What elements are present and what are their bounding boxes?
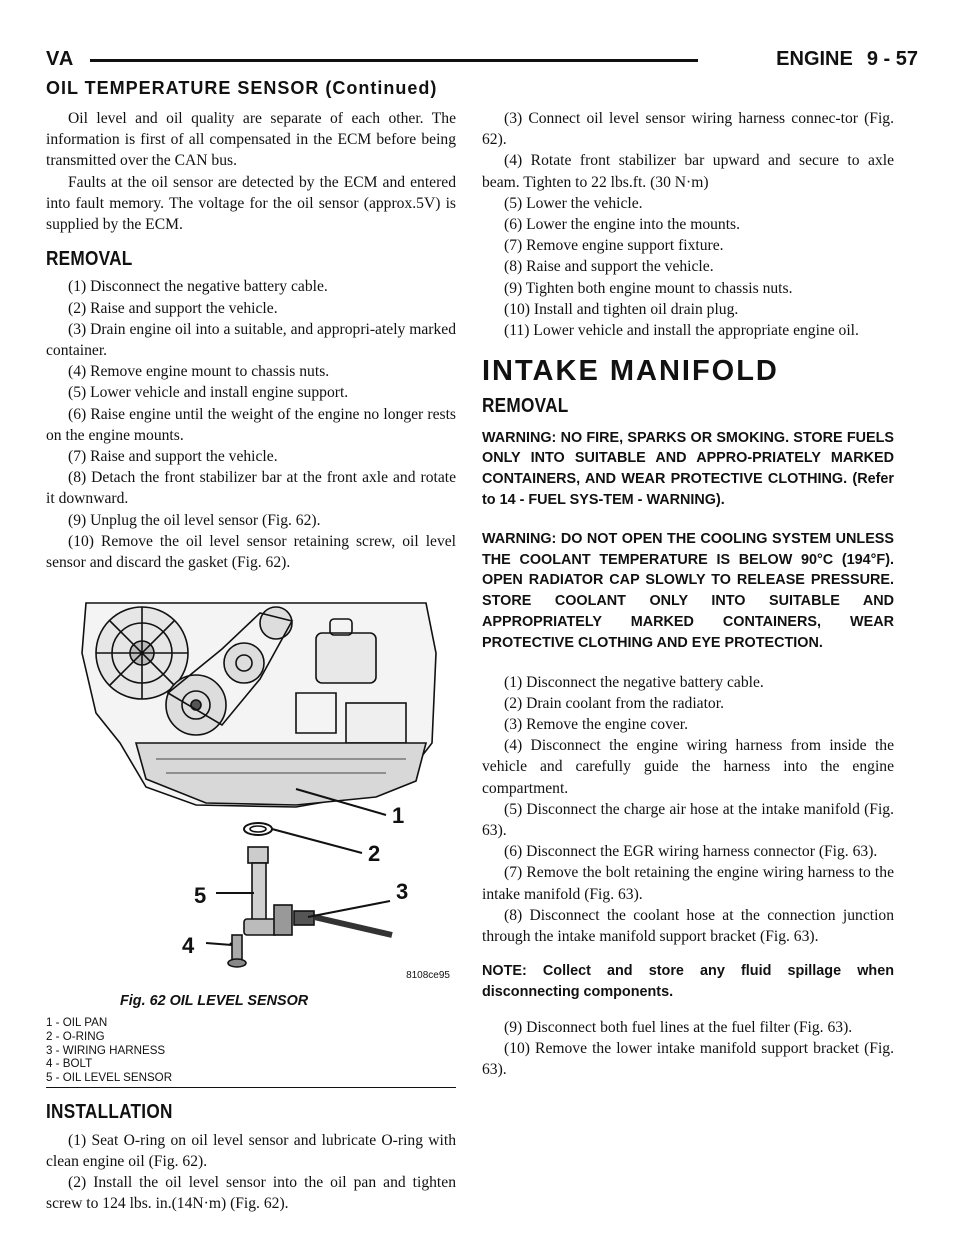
vehicle-code: VA [46, 48, 75, 70]
continued-title: OIL TEMPERATURE SENSOR (Continued) [46, 78, 438, 98]
engine-illustration [46, 593, 456, 985]
spillage-note: NOTE: Collect and store any fluid spillage when disconnecting components. [482, 963, 894, 1001]
figure-code: 8108ce95 [406, 970, 450, 982]
legend-item: 4 - BOLT [46, 1057, 93, 1071]
removal-step: (4) Remove engine mount to chassis nuts. [68, 363, 330, 381]
removal-step: (8) Detach the front stabilizer bar at the front axle and rotate it downward. [46, 469, 456, 508]
callout-4: 4 [182, 933, 195, 959]
left-column [46, 108, 456, 1214]
legend-item: 1 - OIL PAN [46, 1016, 108, 1030]
header-rule [90, 59, 698, 62]
coolant-warning: WARNING: DO NOT OPEN THE COOLING SYSTEM UNLESS THE COOLANT TEMPERATURE IS BELOW 90°C (194°F). OPEN RADIATOR CAP SLOWLY TO RELEASE PRESSURE. STORE COOLANT ONLY INTO SUITABLE AND APPROPRIATELY MARKED CONTAINERS, WEAR PROTECTIVE CLOTHING AND EYE PROTECTION. [482, 530, 894, 651]
removal-step: (6) Disconnect the EGR wiring harness connector (Fig. 63). [504, 843, 878, 861]
oil-level-sensor-figure [46, 593, 456, 985]
legend-rule [46, 1087, 456, 1088]
legend-item: 5 - OIL LEVEL SENSOR [46, 1070, 173, 1084]
installation-heading: INSTALLATION [46, 1101, 173, 1124]
legend-item: 2 - O-RING [46, 1030, 105, 1044]
installation-step: (5) Lower the vehicle. [504, 194, 643, 212]
installation-step: (10) Install and tighten oil drain plug. [504, 300, 739, 318]
removal-heading: REMOVAL [482, 395, 569, 418]
installation-step: (8) Raise and support the vehicle. [504, 258, 714, 276]
removal-step: (2) Raise and support the vehicle. [68, 299, 278, 317]
removal-step: (10) Remove the oil level sensor retaining screw, oil level sensor and discard the gasket (Fig. 62). [46, 532, 456, 572]
installation-step: (6) Lower the engine into the mounts. [504, 216, 741, 234]
callout-3: 3 [396, 879, 409, 905]
installation-step: (7) Remove engine support fixture. [504, 237, 724, 255]
installation-step: (11) Lower vehicle and install the appropriate engine oil. [504, 322, 859, 340]
removal-step: (7) Raise and support the vehicle. [68, 448, 278, 466]
removal-step: (5) Lower vehicle and install engine support. [68, 384, 349, 402]
intro-paragraph: Oil level and oil quality are separate of each other. The information is first of all compensated in the ECM before being transmitted over the CAN bus. [46, 110, 456, 170]
installation-step: (9) Tighten both engine mount to chassis nuts. [504, 279, 793, 297]
removal-step: (3) Drain engine oil into a suitable, and appropri-ately marked container. [46, 320, 456, 360]
removal-step: (9) Disconnect both fuel lines at the fuel filter (Fig. 63). [504, 1018, 853, 1036]
callout-2: 2 [368, 841, 381, 867]
removal-step: (5) Disconnect the charge air hose at the intake manifold (Fig. 63). [482, 800, 894, 840]
intro-paragraph: Faults at the oil sensor are detected by the ECM and entered into fault memory. The voltage for the oil sensor (approx.5V) is supplied by the ECM. [46, 173, 456, 234]
removal-step: (10) Remove the lower intake manifold support bracket (Fig. 63). [482, 1040, 894, 1079]
page-number: 9 - 57 [866, 48, 918, 70]
fuel-warning: WARNING: NO FIRE, SPARKS OR SMOKING. STORE FUELS ONLY INTO SUITABLE AND APPRO-PRIATELY MARKED CONTAINERS, AND WEAR PROTECTIVE CLOTHING. (Refer to 14 - FUEL SYS-TEM - WARNING). [482, 429, 894, 509]
callout-1: 1 [392, 803, 405, 829]
removal-step: (6) Raise engine until the weight of the engine no longer rests on the engine mounts. [46, 405, 456, 444]
removal-heading: REMOVAL [46, 248, 133, 271]
figure-legend [46, 1016, 456, 1084]
removal-step: (7) Remove the bolt retaining the engine wiring harness to the intake manifold (Fig. 63). [482, 864, 894, 903]
legend-item: 3 - WIRING HARNESS [46, 1043, 166, 1057]
page-header [46, 46, 918, 76]
installation-step: (2) Install the oil level sensor into the oil pan and tighten screw to 124 lbs. in.(14N·m) (Fig. 62). [46, 1174, 456, 1213]
section-name: ENGINE [776, 48, 853, 70]
removal-step: (1) Disconnect the negative battery cable. [68, 278, 328, 296]
installation-step: (3) Connect oil level sensor wiring harness connec-tor (Fig. 62). [482, 110, 894, 149]
removal-step: (2) Drain coolant from the radiator. [504, 694, 724, 712]
header-right [776, 48, 918, 71]
installation-step: (1) Seat O-ring on oil level sensor and lubricate O-ring with clean engine oil (Fig. 62). [46, 1131, 456, 1170]
intake-manifold-heading: INTAKE MANIFOLD [482, 355, 779, 388]
removal-step: (9) Unplug the oil level sensor (Fig. 62). [68, 511, 321, 529]
removal-step: (8) Disconnect the coolant hose at the connection junction through the intake manifold support bracket (Fig. 63). [482, 906, 894, 946]
callout-5: 5 [194, 883, 207, 909]
figure-title: Fig. 62 OIL LEVEL SENSOR [120, 993, 309, 1010]
removal-step: (4) Disconnect the engine wiring harness from inside the vehicle and carefully guide the harness into the engine compartment. [482, 737, 894, 797]
installation-step: (4) Rotate front stabilizer bar upward and secure to axle beam. Tighten to 22 lbs.ft. (30 N·m) [482, 152, 894, 191]
removal-step: (3) Remove the engine cover. [504, 716, 689, 734]
removal-step: (1) Disconnect the negative battery cable. [504, 673, 764, 691]
right-column [482, 108, 894, 1080]
